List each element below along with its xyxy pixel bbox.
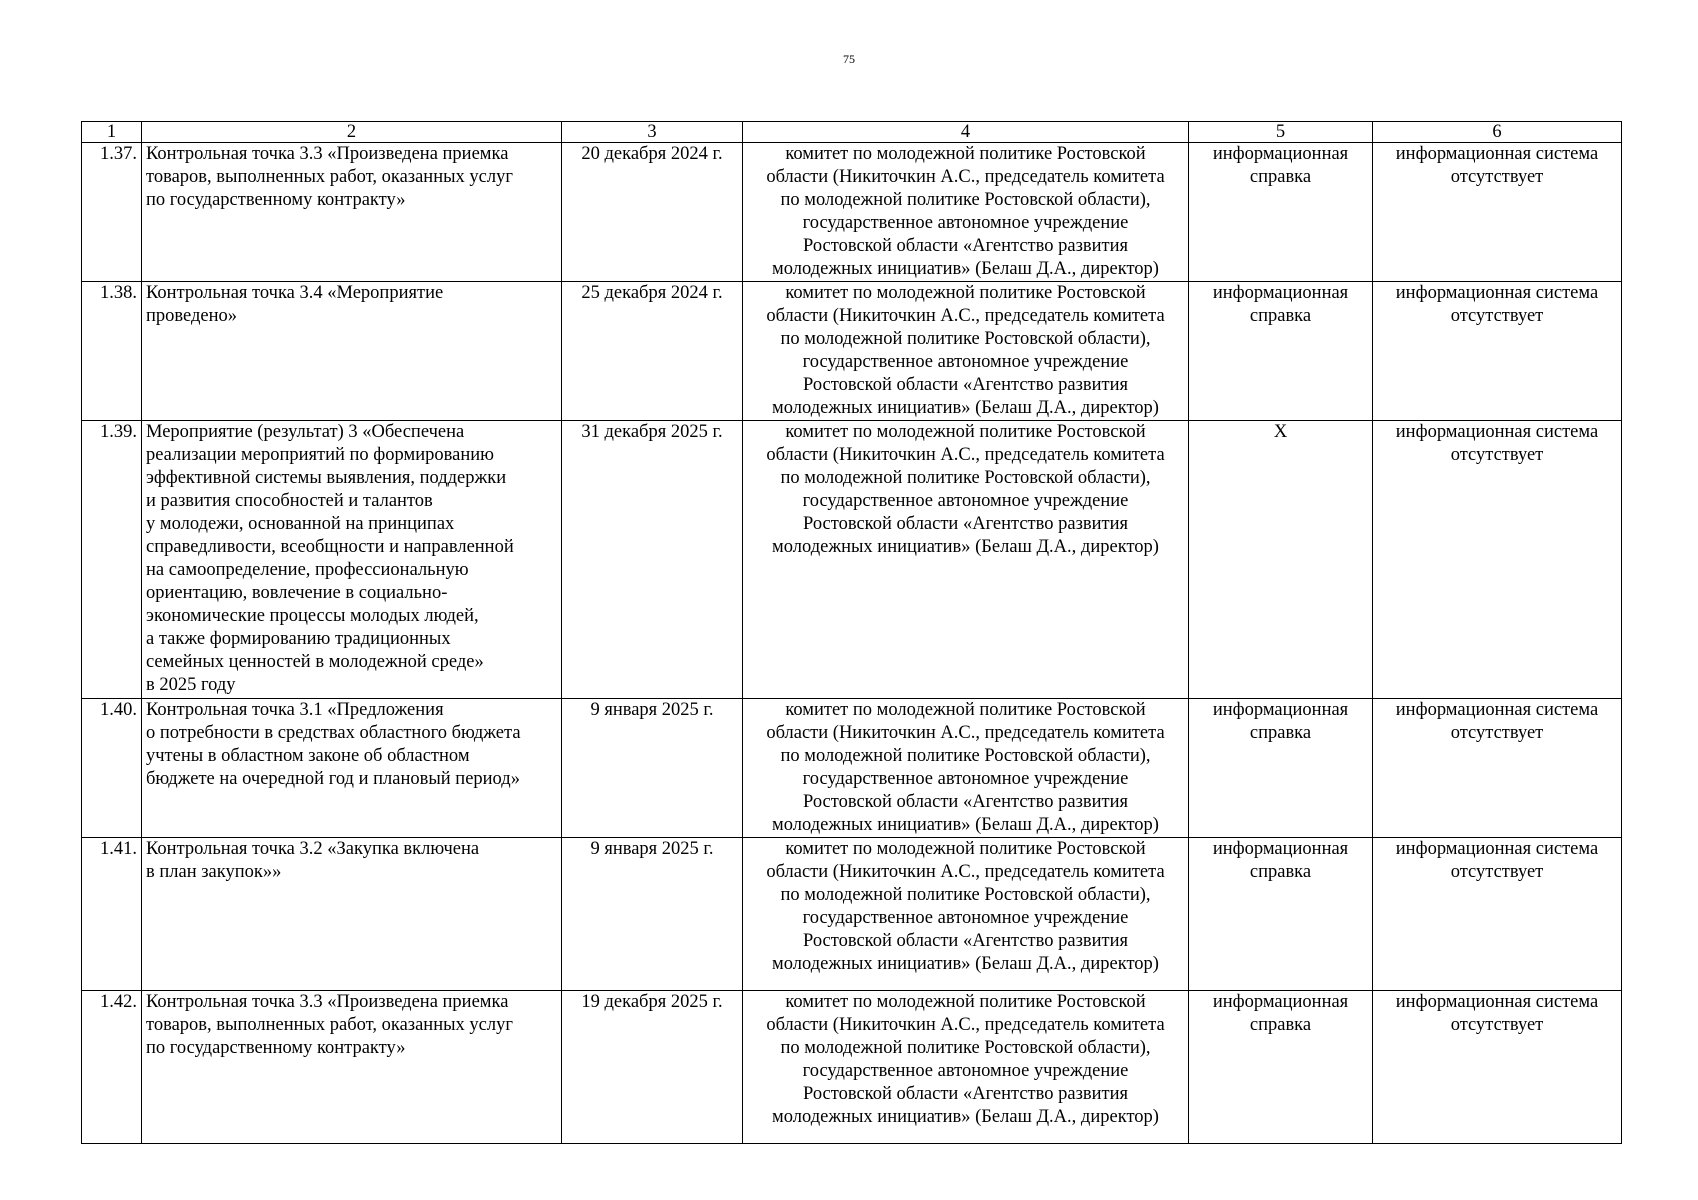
row-executor: комитет по молодежной политике Ростовской области (Никиточкин А.С., председатель комитета по молодежной политике Ростовской области), государственное автономное учреждение Ростовской области «Агентство развития молодежных инициатив» (Белаш Д.А., директор) [743, 699, 1189, 838]
row-number: 1.40. [82, 699, 142, 838]
row-system: информационная система отсутствует [1373, 143, 1622, 282]
row-date: 19 декабря 2025 г. [562, 991, 743, 1144]
row-number: 1.37. [82, 143, 142, 282]
page-number: 75 [843, 52, 855, 66]
row-executor: комитет по молодежной политике Ростовской области (Никиточкин А.С., председатель комитета по молодежной политике Ростовской области), государственное автономное учреждение Ростовской области «Агентство развития молодежных инициатив» (Белаш Д.А., директор) [743, 991, 1189, 1144]
row-document: Х [1189, 421, 1373, 699]
row-date: 31 декабря 2025 г. [562, 421, 743, 699]
column-header-5: 5 [1189, 122, 1373, 143]
row-executor: комитет по молодежной политике Ростовской области (Никиточкин А.С., председатель комитета по молодежной политике Ростовской области), государственное автономное учреждение Ростовской области «Агентство развития молодежных инициатив» (Белаш Д.А., директор) [743, 282, 1189, 421]
table-row [82, 699, 1622, 838]
column-header-1: 1 [82, 122, 142, 143]
row-document: информационная справка [1189, 838, 1373, 991]
row-name: Контрольная точка 3.1 «Предложения о потребности в средствах областного бюджета учтены в областном законе об областном бюджете на очередной год и плановый период» [142, 699, 562, 838]
table-row [82, 991, 1622, 1144]
row-date: 9 января 2025 г. [562, 699, 743, 838]
row-executor: комитет по молодежной политике Ростовской области (Никиточкин А.С., председатель комитета по молодежной политике Ростовской области), государственное автономное учреждение Ростовской области «Агентство развития молодежных инициатив» (Белаш Д.А., директор) [743, 143, 1189, 282]
row-number: 1.42. [82, 991, 142, 1144]
column-header-3: 3 [562, 122, 743, 143]
table-header-row [82, 122, 1622, 143]
row-system: информационная система отсутствует [1373, 838, 1622, 991]
row-document: информационная справка [1189, 143, 1373, 282]
table-row [82, 421, 1622, 699]
row-system: информационная система отсутствует [1373, 699, 1622, 838]
row-name: Мероприятие (результат) 3 «Обеспечена реализации мероприятий по формированию эффективной системы выявления, поддержки и развития способностей и талантов у молодежи, основанной на принципах справедливости, всеобщности и направленной на самоопределение, профессиональную ориентацию, вовлечение в социально- экономические процессы молодых людей, а также формированию традиционных семейных ценностей в молодежной среде» в 2025 году [142, 421, 562, 699]
row-document: информационная справка [1189, 699, 1373, 838]
row-date: 20 декабря 2024 г. [562, 143, 743, 282]
row-name: Контрольная точка 3.3 «Произведена приемка товаров, выполненных работ, оказанных услуг по государственному контракту» [142, 991, 562, 1144]
table-row [82, 143, 1622, 282]
column-header-4: 4 [743, 122, 1189, 143]
row-document: информационная справка [1189, 282, 1373, 421]
table-row [82, 838, 1622, 991]
row-name: Контрольная точка 3.3 «Произведена приемка товаров, выполненных работ, оказанных услуг по государственному контракту» [142, 143, 562, 282]
row-date: 9 января 2025 г. [562, 838, 743, 991]
column-header-6: 6 [1373, 122, 1622, 143]
row-executor: комитет по молодежной политике Ростовской области (Никиточкин А.С., председатель комитета по молодежной политике Ростовской области), государственное автономное учреждение Ростовской области «Агентство развития молодежных инициатив» (Белаш Д.А., директор) [743, 838, 1189, 991]
table-row [82, 282, 1622, 421]
column-header-2: 2 [142, 122, 562, 143]
row-number: 1.41. [82, 838, 142, 991]
row-system: информационная система отсутствует [1373, 991, 1622, 1144]
row-document: информационная справка [1189, 991, 1373, 1144]
row-number: 1.39. [82, 421, 142, 699]
row-system: информационная система отсутствует [1373, 282, 1622, 421]
control-points-table [81, 121, 1622, 1144]
row-system: информационная система отсутствует [1373, 421, 1622, 699]
row-executor: комитет по молодежной политике Ростовской области (Никиточкин А.С., председатель комитета по молодежной политике Ростовской области), государственное автономное учреждение Ростовской области «Агентство развития молодежных инициатив» (Белаш Д.А., директор) [743, 421, 1189, 699]
row-number: 1.38. [82, 282, 142, 421]
row-name: Контрольная точка 3.4 «Мероприятие проведено» [142, 282, 562, 421]
row-date: 25 декабря 2024 г. [562, 282, 743, 421]
row-name: Контрольная точка 3.2 «Закупка включена в план закупок»» [142, 838, 562, 991]
